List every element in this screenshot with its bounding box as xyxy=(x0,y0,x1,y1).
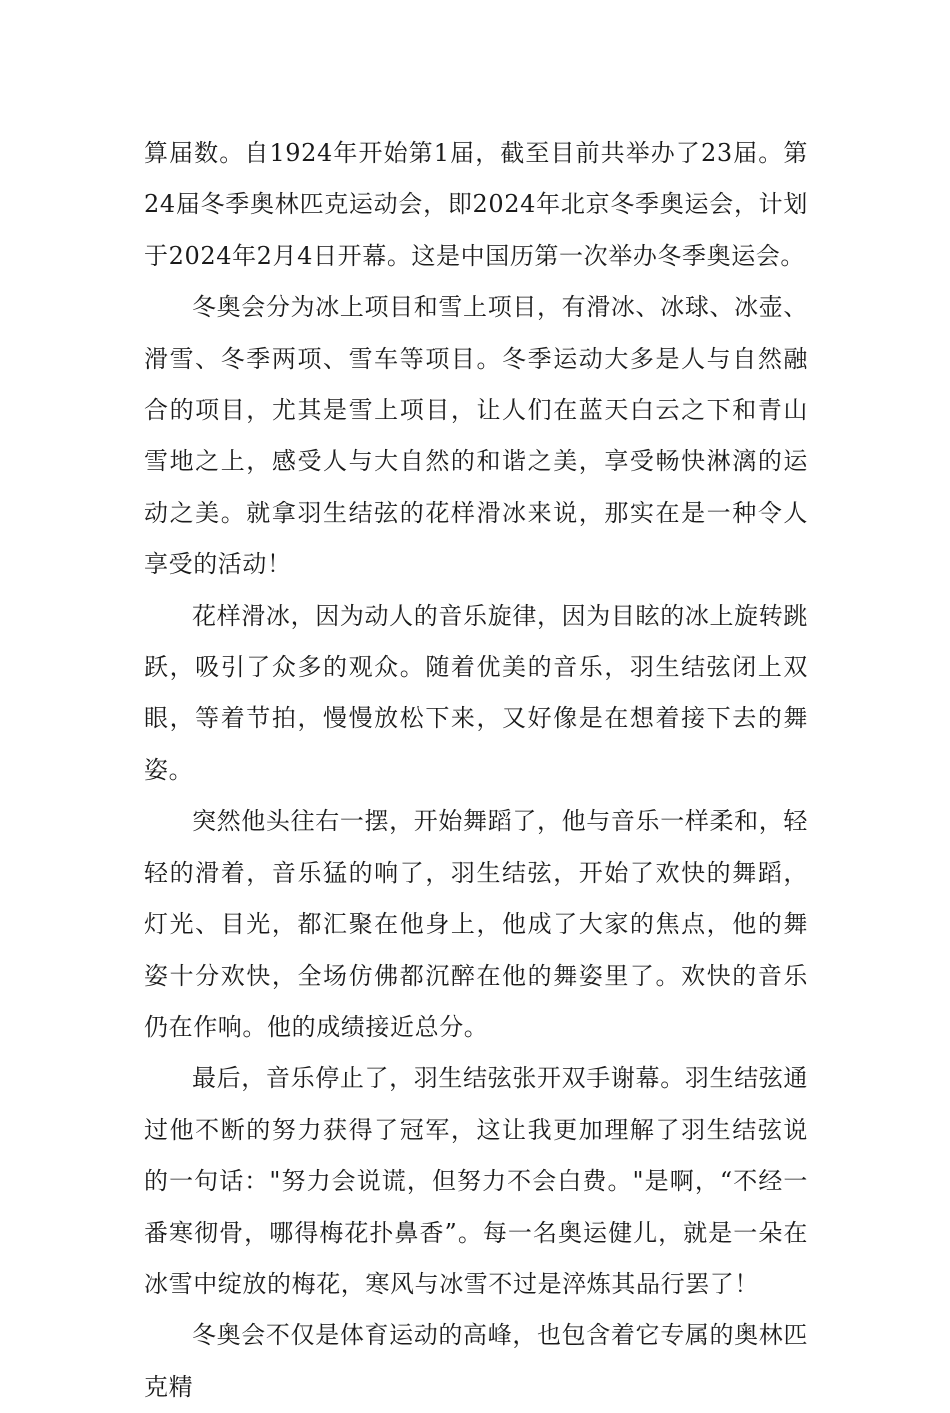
paragraph-performance: 突然他头往右一摆，开始舞蹈了，他与音乐一样柔和，轻轻的滑着，音乐猛的响了，羽生结弦，开始了欢快的舞蹈，灯光、目光，都汇聚在他身上，他成了大家的焦点，他的舞姿十分欢快，全场仿佛都沉醉在他的舞姿里了。欢快的音乐仍在作响。他的成绩接近总分。 xyxy=(144,807,808,1041)
paragraph-figure-skating: 花样滑冰，因为动人的音乐旋律，因为目眩的冰上旋转跳跃，吸引了众多的观众。随着优美的音乐，羽生结弦闭上双眼，等着节拍，慢慢放松下来，又好像是在想着接下去的舞姿。 xyxy=(144,601,808,784)
paragraph-olympic-spirit: 冬奥会不仅是体育运动的高峰，也包含着它专属的奥林匹克精 xyxy=(144,1321,808,1401)
document-body xyxy=(144,128,808,1413)
paragraph-conclusion: 最后，音乐停止了，羽生结弦张开双手谢幕。羽生结弦通过他不断的努力获得了冠军，这让我更加理解了羽生结弦说的一句话："努力会说谎，但努力不会白费。"是啊，“不经一番寒彻骨，哪得梅花扑鼻香”。每一名奥运健儿，就是一朵在冰雪中绽放的梅花，寒风与冰雪不过是淬炼其品行罢了！ xyxy=(144,1064,808,1298)
paragraph-continuation: 算届数。自1924年开始第1届，截至目前共举办了23届。第24届冬季奥林匹克运动会，即2024年北京冬季奥运会，计划于2024年2月4日开幕。这是中国历第一次举办冬季奥运会。 xyxy=(144,139,808,270)
paragraph-event-categories: 冬奥会分为冰上项目和雪上项目，有滑冰、冰球、冰壶、滑雪、冬季两项、雪车等项目。冬季运动大多是人与自然融合的项目，尤其是雪上项目，让人们在蓝天白云之下和青山雪地之上，感受人与大自然的和谐之美，享受畅快淋漓的运动之美。就拿羽生结弦的花样滑冰来说，那实在是一种令人享受的活动！ xyxy=(144,293,808,579)
